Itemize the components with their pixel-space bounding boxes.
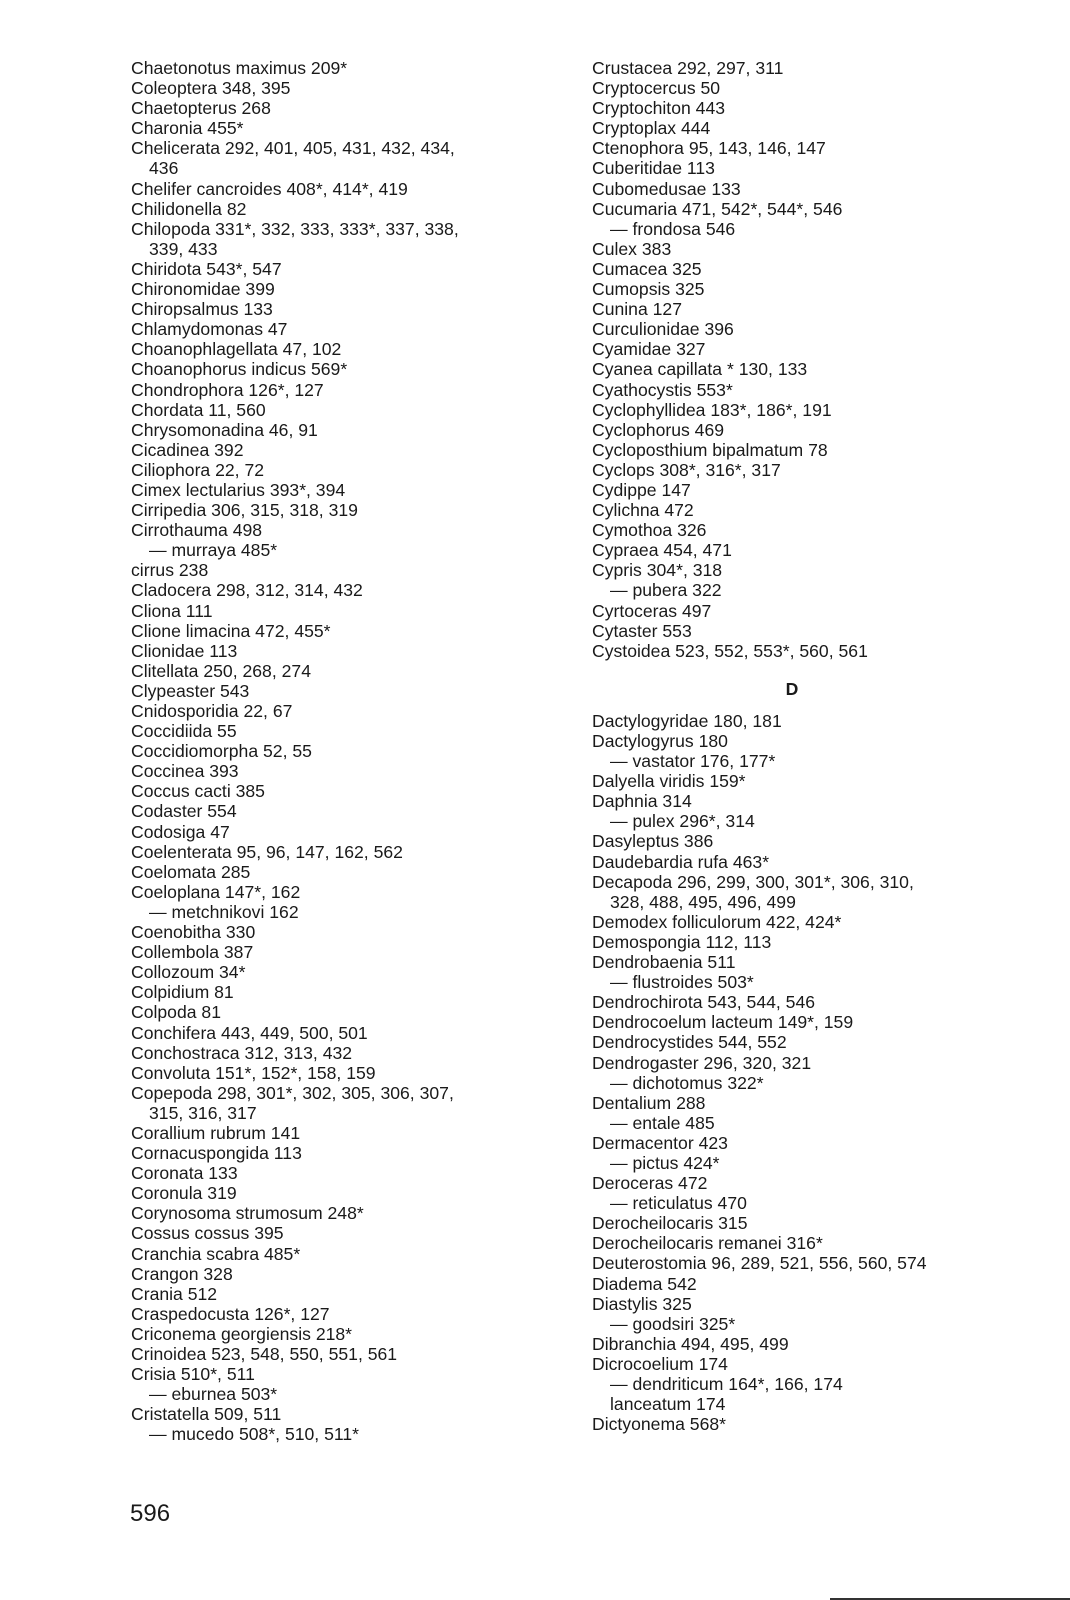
index-entry: Daudebardia rufa 463* (592, 851, 770, 872)
index-entry: Cirrothauma 498 (131, 520, 263, 541)
index-subentry: — vastator 176, 177* (610, 751, 776, 772)
index-entry: Coronata 133 (131, 1163, 238, 1184)
index-entry: Cryptochiton 443 (592, 98, 726, 119)
index-entry: Derocheilocaris 315 (592, 1213, 748, 1234)
index-entry: cirrus 238 (131, 560, 209, 581)
index-entry: Diadema 542 (592, 1273, 697, 1294)
index-subentry: — goodsiri 325* (610, 1313, 736, 1334)
index-entry: Cyathocystis 553* (592, 379, 733, 400)
index-entry: Chlamydomonas 47 (131, 319, 288, 340)
index-entry: Dendrocystides 544, 552 (592, 1032, 787, 1053)
index-entry: Cryptoplax 444 (592, 118, 711, 139)
index-entry: Cytaster 553 (592, 620, 692, 641)
index-entry: Cornacuspongida 113 (131, 1143, 302, 1164)
index-entry: Crustacea 292, 297, 311 (592, 58, 784, 78)
index-entry: Cunina 127 (592, 299, 682, 320)
index-entry: Clione limacina 472, 455* (131, 620, 331, 641)
index-entry: Chaetonotus maximus 209* (131, 58, 348, 78)
index-entry-continuation: 315, 316, 317 (149, 1102, 257, 1123)
index-entry: Cumopsis 325 (592, 279, 705, 300)
index-entry: Coccinea 393 (131, 761, 239, 782)
index-entry: Cyanea capillata * 130, 133 (592, 359, 808, 380)
index-entry: Copepoda 298, 301*, 302, 305, 306, 307, (131, 1082, 454, 1103)
index-entry: Coelomata 285 (131, 861, 251, 882)
index-entry: Crangon 328 (131, 1263, 233, 1284)
index-entry: Choanophlagellata 47, 102 (131, 339, 342, 360)
index-subentry: — entale 485 (610, 1112, 715, 1133)
index-entry: Dactylogyridae 180, 181 (592, 710, 782, 731)
index-entry: Clitellata 250, 268, 274 (131, 660, 311, 681)
index-entry: Collembola 387 (131, 942, 254, 963)
index-subentry: — frondosa 546 (610, 218, 736, 239)
index-subentry: — reticulatus 470 (610, 1193, 747, 1214)
index-entry: Dalyella viridis 159* (592, 771, 746, 792)
index-entry: Colpoda 81 (131, 1002, 221, 1023)
index-entry: Dendrobaenia 511 (592, 952, 736, 973)
index-entry: Chiridota 543*, 547 (131, 258, 282, 279)
index-entry: Diastylis 325 (592, 1293, 692, 1314)
index-entry: Derocheilocaris remanei 316* (592, 1233, 823, 1254)
index-entry: Corallium rubrum 141 (131, 1122, 301, 1143)
index-entry: Chiropsalmus 133 (131, 299, 273, 320)
index-entry: Deroceras 472 (592, 1173, 708, 1194)
index-entry: Cimex lectularius 393*, 394 (131, 479, 346, 500)
index-subentry: lanceatum 174 (610, 1394, 726, 1415)
index-subentry: — pubera 322 (610, 580, 722, 601)
index-entry: Choanophorus indicus 569* (131, 359, 348, 380)
index-entry: Coccidiomorpha 52, 55 (131, 741, 312, 762)
index-column-left (131, 58, 551, 1444)
index-entry: Coelenterata 95, 96, 147, 162, 562 (131, 841, 403, 862)
index-entry: Cryptocercus 50 (592, 78, 721, 99)
index-entry: Coccidiida 55 (131, 721, 237, 742)
index-column-right (592, 58, 1012, 1434)
index-subentry: — murraya 485* (149, 540, 278, 561)
index-subentry: — dichotomus 322* (610, 1072, 764, 1093)
index-entry: Chelicerata 292, 401, 405, 431, 432, 434, (131, 138, 455, 159)
index-entry: Conchifera 443, 449, 500, 501 (131, 1022, 368, 1043)
index-entry: Cyclops 308*, 316*, 317 (592, 459, 781, 480)
index-entry: Cycloposthium bipalmatum 78 (592, 439, 828, 460)
index-entry: Colpidium 81 (131, 982, 234, 1003)
index-entry: Coleoptera 348, 395 (131, 78, 291, 99)
index-entry: Decapoda 296, 299, 300, 301*, 306, 310, (592, 871, 914, 892)
section-letter-heading: D (785, 678, 799, 699)
index-entry: Dasyleptus 386 (592, 831, 714, 852)
index-entry: Cyrtoceras 497 (592, 600, 712, 621)
index-subentry: — pulex 296*, 314 (610, 811, 755, 832)
index-subentry: — flustroides 503* (610, 972, 754, 993)
index-entry: Chironomidae 399 (131, 279, 275, 300)
index-entry: Charonia 455* (131, 118, 244, 139)
index-entry: Chrysomonadina 46, 91 (131, 419, 318, 440)
index-entry: Daphnia 314 (592, 791, 692, 812)
index-entry: Ctenophora 95, 143, 146, 147 (592, 138, 826, 159)
index-subentry: — metchnikovi 162 (149, 901, 299, 922)
index-entry: Dendrocoelum lacteum 149*, 159 (592, 1012, 854, 1033)
index-entry: Cirripedia 306, 315, 318, 319 (131, 500, 358, 521)
index-entry: Cicadinea 392 (131, 439, 244, 460)
index-entry: Demodex folliculorum 422, 424* (592, 911, 842, 932)
index-entry: Chaetopterus 268 (131, 98, 271, 119)
index-entry-continuation: 339, 433 (149, 238, 218, 259)
index-entry: Cypris 304*, 318 (592, 560, 723, 581)
index-entry: Corynosoma strumosum 248* (131, 1203, 364, 1224)
index-entry: Dermacentor 423 (592, 1132, 728, 1153)
index-entry: Demospongia 112, 113 (592, 931, 772, 952)
index-entry: Dendrochirota 543, 544, 546 (592, 992, 816, 1013)
index-entry: Dibranchia 494, 495, 499 (592, 1333, 789, 1354)
index-entry: Collozoum 34* (131, 962, 246, 983)
index-entry: Dactylogyrus 180 (592, 731, 728, 751)
index-entry: Cylichna 472 (592, 500, 694, 521)
index-entry: Chilidonella 82 (131, 198, 247, 219)
index-entry: Cyclophorus 469 (592, 419, 725, 440)
index-entry: Chilopoda 331*, 332, 333, 333*, 337, 338, (131, 218, 459, 239)
index-entry: Cubomedusae 133 (592, 178, 741, 199)
index-entry: Cucumaria 471, 542*, 544*, 546 (592, 198, 843, 219)
index-entry: Dendrogaster 296, 320, 321 (592, 1052, 812, 1073)
index-entry: Coenobitha 330 (131, 922, 256, 943)
index-entry: Convoluta 151*, 152*, 158, 159 (131, 1062, 376, 1083)
index-entry: Cyamidae 327 (592, 339, 706, 360)
index-entry: Cladocera 298, 312, 314, 432 (131, 580, 363, 601)
index-entry: Dicrocoelium 174 (592, 1353, 728, 1374)
index-subentry: — eburnea 503* (149, 1384, 278, 1405)
index-entry: Cranchia scabra 485* (131, 1243, 301, 1264)
index-entry: Cumacea 325 (592, 258, 702, 279)
index-entry: Coccus cacti 385 (131, 781, 265, 802)
index-entry-continuation: 328, 488, 495, 496, 499 (610, 891, 796, 912)
index-entry: Crisia 510*, 511 (131, 1364, 255, 1385)
index-entry: Craspedocusta 126*, 127 (131, 1303, 330, 1324)
index-entry: Cystoidea 523, 552, 553*, 560, 561 (592, 640, 868, 661)
index-entry: Codosiga 47 (131, 821, 230, 842)
index-entry: Deuterostomia 96, 289, 521, 556, 560, 574 (592, 1253, 927, 1274)
index-entry-continuation: 436 (149, 158, 179, 179)
index-entry: Codaster 554 (131, 801, 237, 822)
index-entry: Coeloplana 147*, 162 (131, 881, 301, 902)
index-entry: Dictyonema 568* (592, 1414, 726, 1435)
index-entry: Chordata 11, 560 (131, 399, 266, 420)
index-entry: Crania 512 (131, 1283, 218, 1304)
index-entry: Crinoidea 523, 548, 550, 551, 561 (131, 1344, 398, 1364)
index-entry: Cristatella 509, 511 (131, 1404, 282, 1425)
index-entry: Ciliophora 22, 72 (131, 459, 265, 480)
index-subentry: — dendriticum 164*, 166, 174 (610, 1374, 843, 1394)
index-entry: Cydippe 147 (592, 479, 691, 500)
index-entry: Coronula 319 (131, 1183, 237, 1204)
page-number: 596 (130, 1500, 171, 1527)
index-entry: Dentalium 288 (592, 1092, 706, 1113)
index-entry: Criconema georgiensis 218* (131, 1323, 353, 1344)
index-entry: Clypeaster 543 (131, 680, 250, 701)
index-entry: Cuberitidae 113 (592, 158, 715, 179)
index-entry: Cossus cossus 395 (131, 1223, 284, 1244)
index-entry: Clionidae 113 (131, 640, 238, 661)
index-entry: Cypraea 454, 471 (592, 540, 732, 561)
index-entry: Chondrophora 126*, 127 (131, 379, 324, 400)
index-subentry: — mucedo 508*, 510, 511* (149, 1424, 359, 1445)
index-entry: Cymothoa 326 (592, 520, 707, 541)
index-entry: Curculionidae 396 (592, 319, 734, 340)
index-entry: Cnidosporidia 22, 67 (131, 701, 293, 721)
index-subentry: — pictus 424* (610, 1152, 720, 1173)
index-entry: Chelifer cancroides 408*, 414*, 419 (131, 178, 408, 199)
index-entry: Conchostraca 312, 313, 432 (131, 1042, 353, 1063)
index-entry: Culex 383 (592, 238, 672, 259)
index-entry: Cliona 111 (131, 600, 213, 621)
index-entry: Cyclophyllidea 183*, 186*, 191 (592, 399, 832, 420)
